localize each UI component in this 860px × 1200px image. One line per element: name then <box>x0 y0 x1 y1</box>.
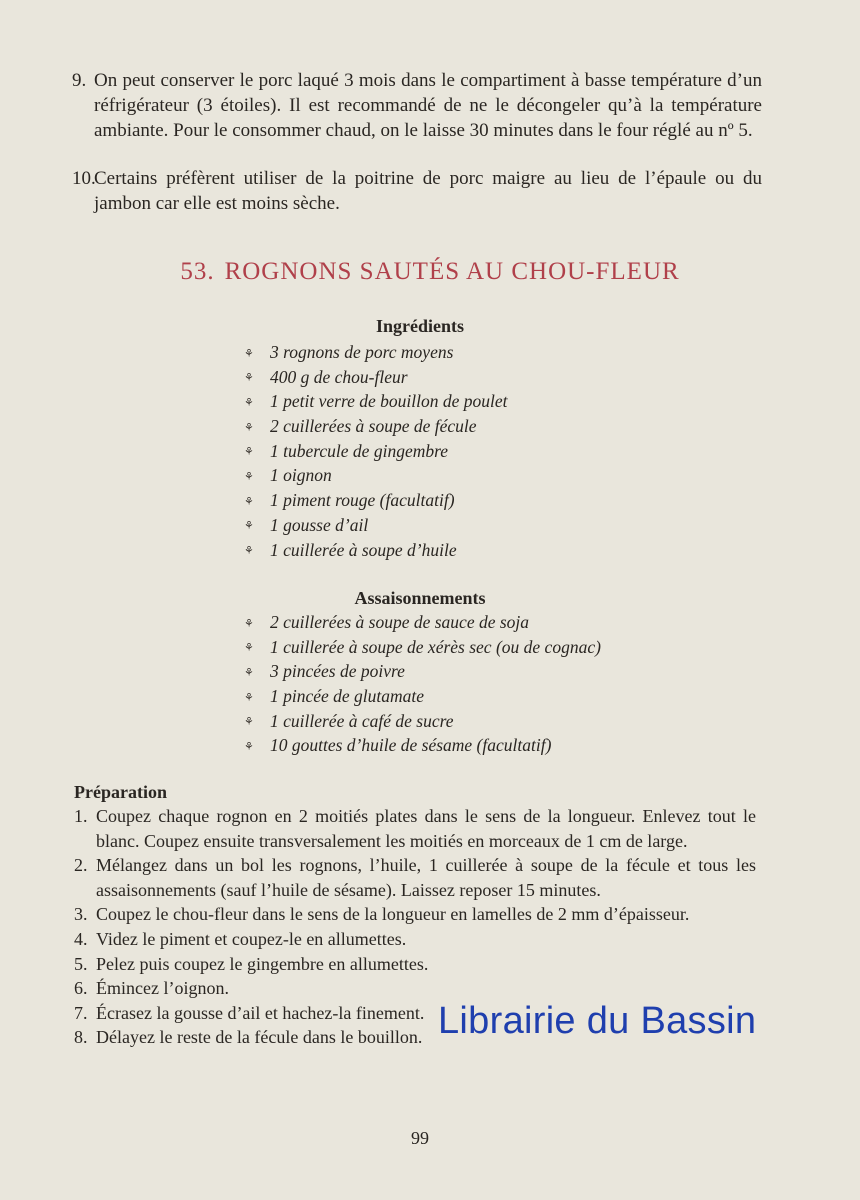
leaf-bullet-icon: ⚘ <box>244 446 254 459</box>
list-item <box>244 684 601 709</box>
preparation-heading: Préparation <box>74 782 167 802</box>
step-text: Écrasez la gousse d’ail et hachez-la finement. <box>96 1002 425 1023</box>
list-item-text: 1 piment rouge (facultatif) <box>270 490 455 511</box>
list-item-text: 1 tubercule de gingembre <box>270 440 449 461</box>
ingredients-heading: Ingrédients <box>375 316 464 336</box>
step-text: Mélangez dans un bol les rognons, l’huile, 1 cuillerée à soupe de la fécule et tous les assaisonnements (sauf l’huile de sésame). Laissez reposer 15 minutes. <box>96 855 756 900</box>
step-text: Coupez chaque rognon en 2 moitiés plates dans le sens de la longueur. Enlevez tout le blanc. Coupez ensuite transversalement les moitiés en morceaux de 1 cm de large. <box>96 806 756 851</box>
list-item-text: 2 cuillerées à soupe de fécule <box>270 416 477 437</box>
step-text: Videz le piment et coupez-le en allumettes. <box>96 928 407 949</box>
list-item-text: 3 rognons de porc moyens <box>270 342 454 362</box>
step-number: 2. <box>74 855 88 876</box>
leaf-bullet-icon: ⚘ <box>244 421 254 434</box>
leaf-bullet-icon: ⚘ <box>244 372 254 385</box>
list-item <box>244 389 508 414</box>
step-number: 8. <box>74 1027 88 1048</box>
leaf-bullet-icon: ⚘ <box>244 495 254 508</box>
step-number: 6. <box>74 978 88 999</box>
leaf-bullet-icon: ⚘ <box>244 741 254 754</box>
list-item <box>244 463 508 488</box>
preparation-step <box>74 853 756 902</box>
list-item <box>244 635 601 660</box>
leaf-bullet-icon: ⚘ <box>244 716 254 729</box>
page-number: 99 <box>411 1128 429 1148</box>
leaf-bullet-icon: ⚘ <box>244 691 254 704</box>
watermark: Librairie du Bassin <box>438 1000 757 1042</box>
note-number: 9. <box>72 70 87 91</box>
leaf-bullet-icon: ⚘ <box>244 545 254 558</box>
leaf-bullet-icon: ⚘ <box>244 471 254 484</box>
list-item-text: 2 cuillerées à soupe de sauce de soja <box>270 612 530 632</box>
recipe-title-text: ROGNONS SAUTÉS AU CHOU-FLEUR <box>224 258 680 285</box>
recipe-number: 53. <box>180 258 215 285</box>
step-text: Délayez le reste de la fécule dans le bouillon. <box>96 1027 423 1048</box>
step-number: 7. <box>74 1002 88 1023</box>
step-number: 3. <box>74 904 88 925</box>
step-text: Pelez puis coupez le gingembre en allumettes. <box>96 953 429 974</box>
list-item-text: 1 petit verre de bouillon de poulet <box>270 391 508 412</box>
list-item-text: 3 pincées de poivre <box>270 661 405 682</box>
list-item <box>244 538 508 563</box>
note-text: On peut conserver le porc laqué 3 mois dans le compartiment à basse température d’un réfrigérateur (3 étoiles). Il est recommandé de ne le décongeler qu’à la température ambiante. Pour le consommer chaud, on le laisse 30 minutes dans le four réglé au nº 5. <box>94 70 762 141</box>
ingredients-list <box>244 340 508 562</box>
list-item-text: 1 cuillerée à café de sucre <box>270 710 454 731</box>
preparation-step <box>74 976 756 1001</box>
leaf-bullet-icon: ⚘ <box>244 520 254 533</box>
step-text: Émincez l’oignon. <box>96 978 229 999</box>
seasonings-list <box>244 610 601 758</box>
list-item <box>244 659 601 684</box>
step-number: 5. <box>74 953 88 974</box>
list-item <box>244 414 508 439</box>
preparation-step <box>74 902 756 927</box>
list-item <box>244 340 508 365</box>
seasonings-heading: Assaisonnements <box>354 588 486 608</box>
note-10 <box>72 166 762 216</box>
list-item <box>244 610 601 635</box>
step-number: 4. <box>74 928 88 949</box>
leaf-bullet-icon: ⚘ <box>244 617 254 630</box>
step-number: 1. <box>74 806 88 826</box>
list-item <box>244 488 508 513</box>
list-item <box>244 439 508 464</box>
leaf-bullet-icon: ⚘ <box>244 667 254 679</box>
preparation-step <box>74 927 756 952</box>
note-number: 10. <box>72 168 96 189</box>
list-item-text: 1 gousse d’ail <box>270 514 369 535</box>
list-item <box>244 513 508 538</box>
list-item-text: 1 oignon <box>270 465 332 486</box>
list-item-text: 1 pincée de glutamate <box>270 686 425 707</box>
step-text: Coupez le chou-fleur dans le sens de la longueur en lamelles de 2 mm d’épaisseur. <box>96 904 690 925</box>
leaf-bullet-icon: ⚘ <box>244 397 254 409</box>
list-item <box>244 709 601 734</box>
list-item-text: 400 g de chou-fleur <box>270 366 408 387</box>
list-item <box>244 365 508 390</box>
recipe-title <box>0 258 860 286</box>
list-item-text: 1 cuillerée à soupe de xérès sec (ou de cognac) <box>270 636 601 657</box>
list-item-text: 10 gouttes d’huile de sésame (facultatif) <box>270 735 552 756</box>
note-9 <box>72 68 762 143</box>
preparation-step <box>74 952 756 977</box>
list-item <box>244 733 601 758</box>
leaf-bullet-icon: ⚘ <box>244 347 254 360</box>
leaf-bullet-icon: ⚘ <box>244 642 254 655</box>
list-item-text: 1 cuillerée à soupe d’huile <box>270 539 457 560</box>
preparation-step <box>74 804 756 853</box>
note-text: Certains préfèrent utiliser de la poitrine de porc maigre au lieu de l’épaule ou du jambon car elle est moins sèche. <box>94 168 762 214</box>
